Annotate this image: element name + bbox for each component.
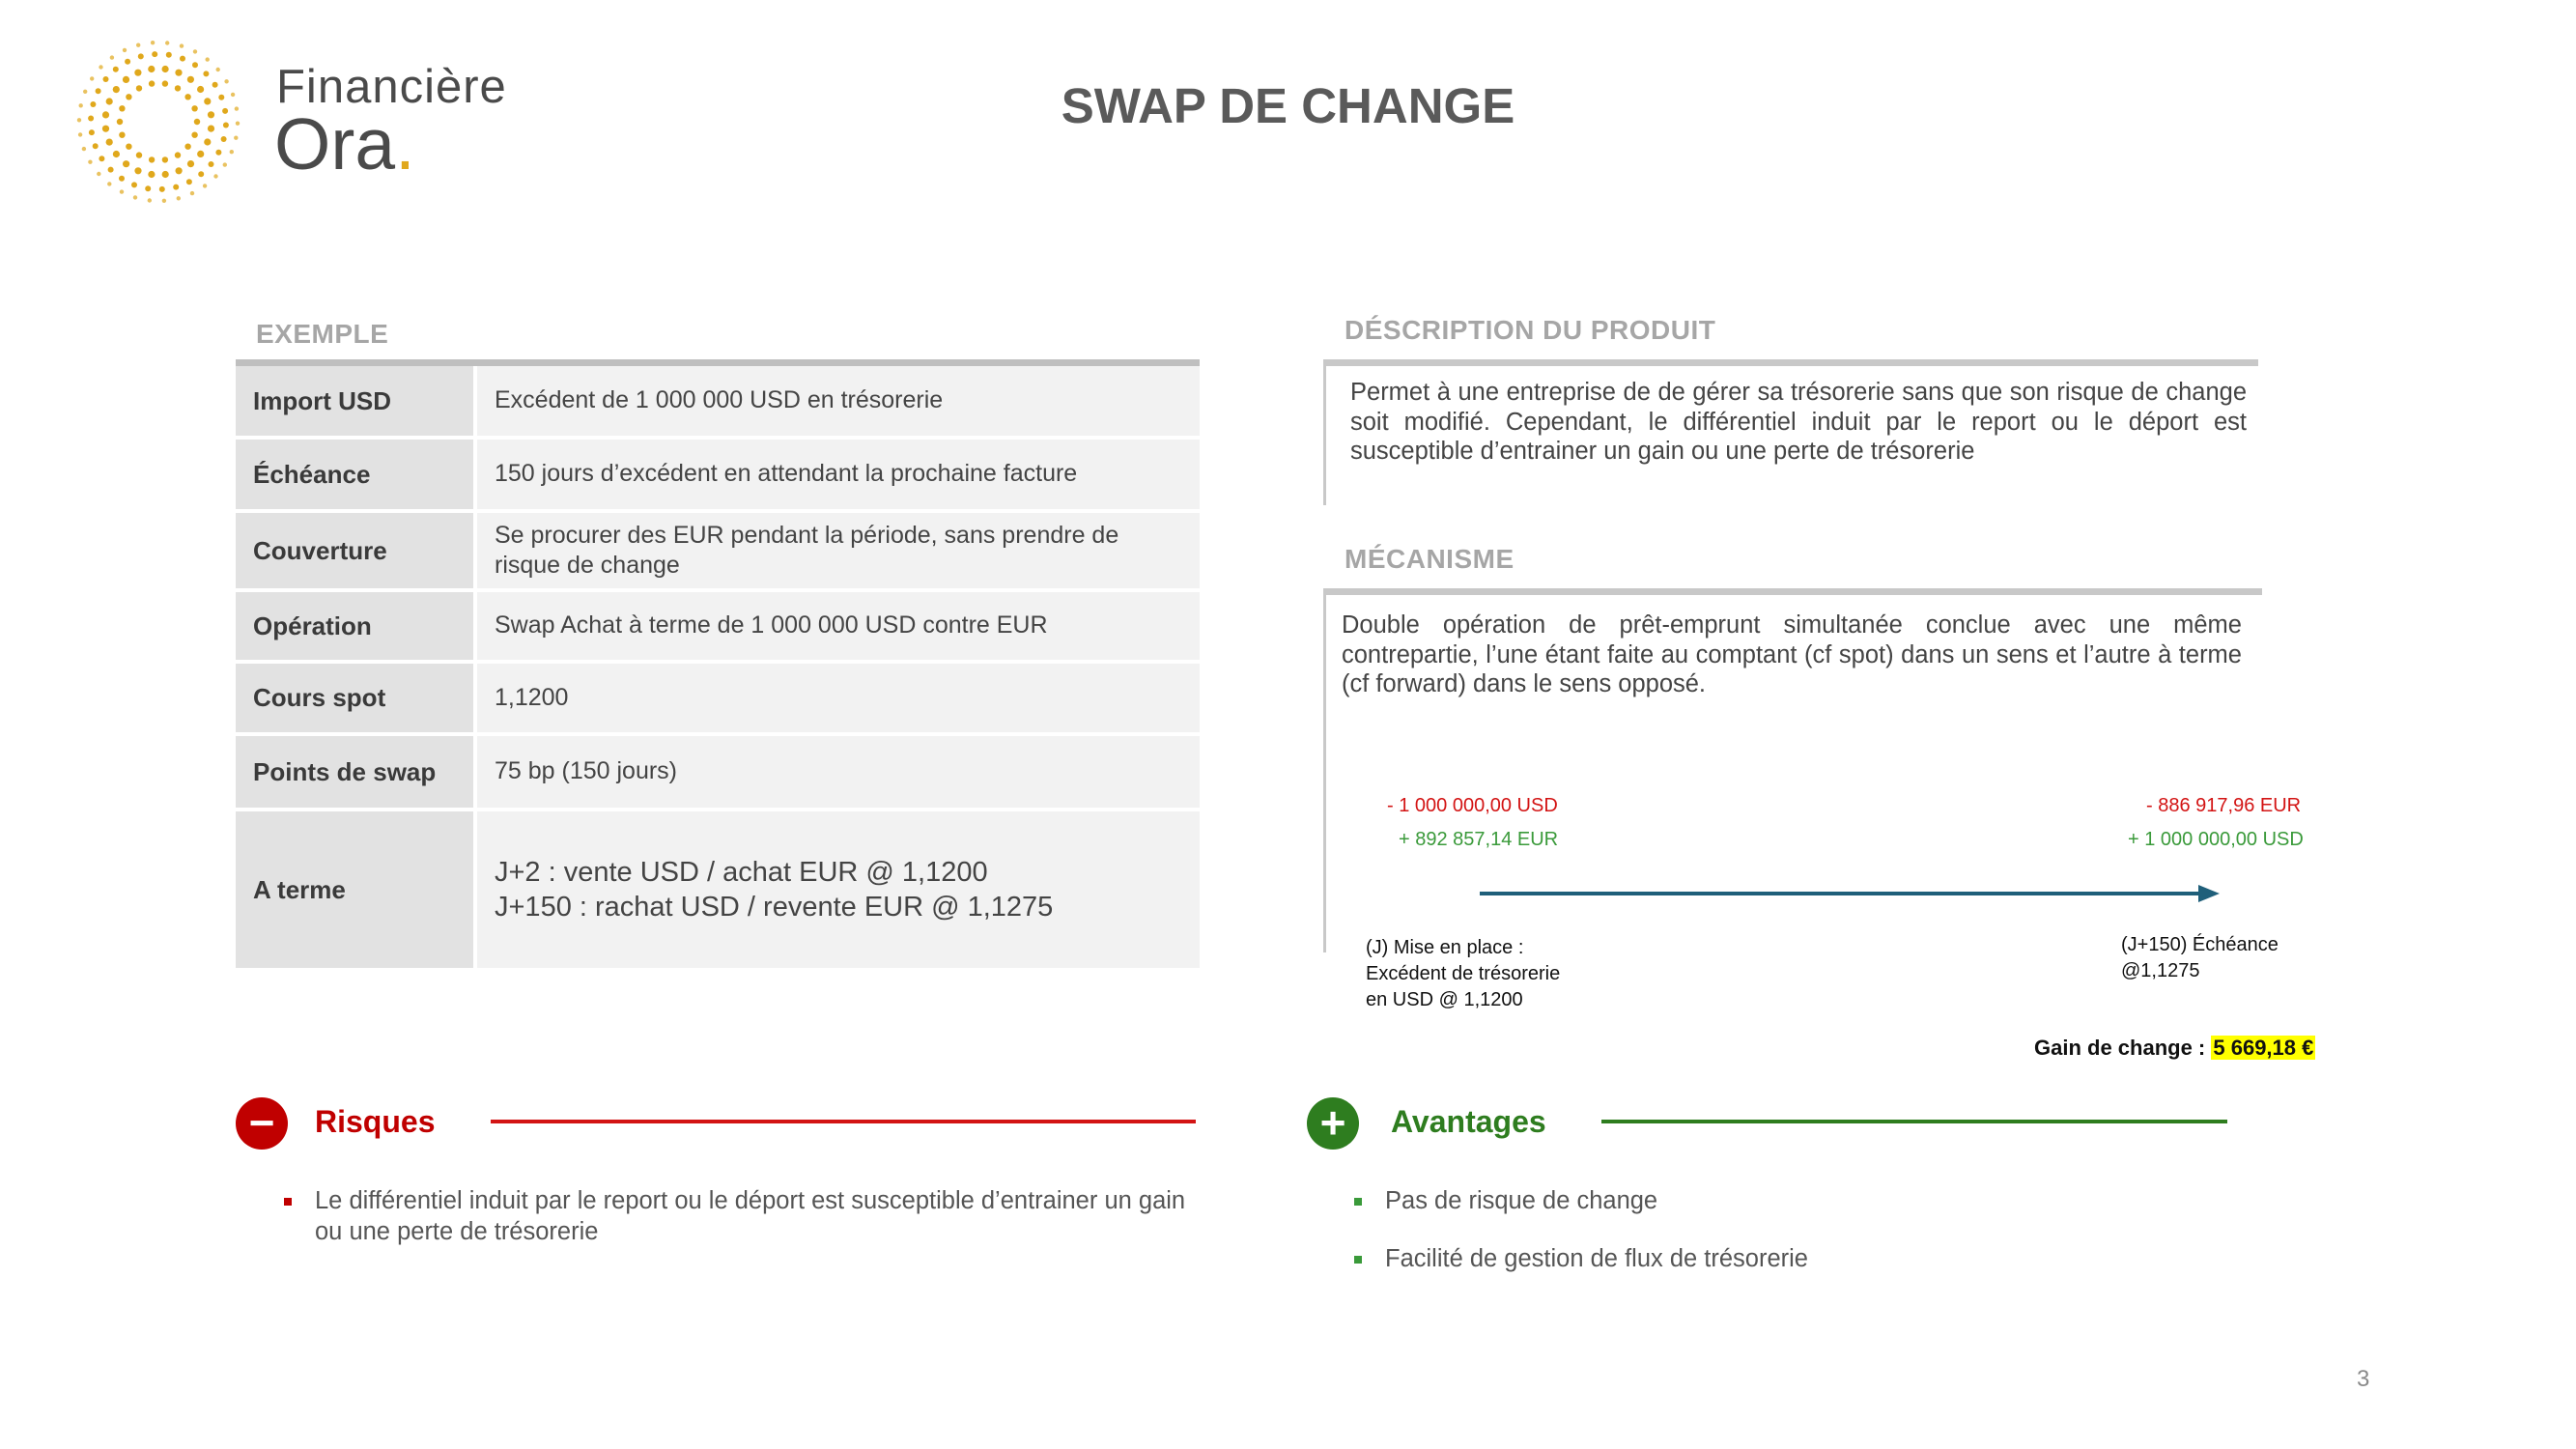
example-heading: EXEMPLE <box>256 319 389 349</box>
list-item: Pas de risque de change <box>1354 1186 2223 1217</box>
list-item: Facilité de gestion de flux de trésorerie <box>1354 1244 2223 1275</box>
plus-circle-icon: + <box>1307 1097 1359 1150</box>
logo-line1: Financière <box>276 61 507 113</box>
timeline-arrow <box>1478 881 2222 906</box>
risks-heading: Risques <box>315 1104 436 1139</box>
page-number: 3 <box>2357 1366 2370 1392</box>
description-divider <box>1323 359 2258 366</box>
example-table <box>236 366 1200 968</box>
mechanism-divider <box>1323 588 2262 595</box>
advantages-heading: Avantages <box>1391 1104 1546 1139</box>
risks-list <box>284 1186 1211 1248</box>
gain-value: 5 669,18 € <box>2213 1036 2314 1060</box>
left-inflow: + 892 857,14 EUR <box>1399 829 1559 850</box>
table-row <box>236 366 1200 440</box>
advantages-rule <box>1601 1120 2227 1123</box>
example-divider <box>236 359 1200 366</box>
mechanism-text: Double opération de prêt-emprunt simultanée conclue avec une même contrepartie, l’une étant faite au comptant (cf spot) dans un sens et l’autre à terme (cf forward) dans le sens opposé. <box>1342 611 2242 698</box>
row-value-line1: J+2 : vente USD / achat EUR @ 1,1200 <box>495 856 988 888</box>
list-item: Le différentiel induit par le report ou le déport est susceptible d’entrainer un gain ou une perte de trésorerie <box>284 1186 1211 1248</box>
minus-circle-icon: − <box>236 1097 288 1150</box>
row-label: Points de swap <box>236 736 473 808</box>
row-value: Excédent de 1 000 000 USD en trésorerie <box>473 366 1200 436</box>
table-row <box>236 736 1200 811</box>
left-caption: (J) Mise en place : Excédent de trésorerie en USD @ 1,1200 <box>1366 937 1561 1010</box>
right-inflow: + 1 000 000,00 USD <box>2128 829 2304 850</box>
table-row <box>236 592 1200 664</box>
table-row <box>236 440 1200 513</box>
row-label: Couverture <box>236 513 473 588</box>
row-value: 150 jours d’excédent en attendant la prochaine facture <box>473 440 1200 509</box>
table-row <box>236 664 1200 736</box>
row-value: Se procurer des EUR pendant la période, sans prendre de risque de change <box>473 513 1200 588</box>
row-label: Échéance <box>236 440 473 509</box>
description-heading: DÉSCRIPTION DU PRODUIT <box>1345 315 1716 345</box>
row-value: 75 bp (150 jours) <box>473 736 1200 808</box>
row-label: Opération <box>236 592 473 660</box>
row-value <box>473 811 1200 968</box>
row-label: Import USD <box>236 366 473 436</box>
row-value-line2: J+150 : rachat USD / revente EUR @ 1,1275 <box>495 892 1054 923</box>
row-value: 1,1200 <box>473 664 1200 732</box>
row-value: Swap Achat à terme de 1 000 000 USD contre EUR <box>473 592 1200 660</box>
description-text: Permet à une entreprise de de gérer sa trésorerie sans que son risque de change soit modifié. Cependant, le différentiel induit par le report ou le déport est susceptible d’entrainer un gain ou une perte de trésorerie <box>1350 379 2247 466</box>
right-caption: (J+150) Échéance @1,1275 <box>2121 934 2279 981</box>
gain-summary: Gain de change : 5 669,18 € <box>2034 1036 2314 1060</box>
table-row <box>236 513 1200 592</box>
logo-line2: Ora. <box>274 103 415 185</box>
table-row <box>236 811 1200 968</box>
mechanism-border <box>1323 595 1326 952</box>
description-border <box>1323 366 1326 505</box>
mechanism-heading: MÉCANISME <box>1345 544 1514 574</box>
advantages-list <box>1354 1186 2223 1275</box>
page-title: SWAP DE CHANGE <box>1061 78 1515 133</box>
row-label: A terme <box>236 811 473 968</box>
right-outflow: - 886 917,96 EUR <box>2146 795 2302 816</box>
risks-rule <box>491 1120 1196 1123</box>
left-outflow: - 1 000 000,00 USD <box>1387 795 1558 816</box>
row-label: Cours spot <box>236 664 473 732</box>
